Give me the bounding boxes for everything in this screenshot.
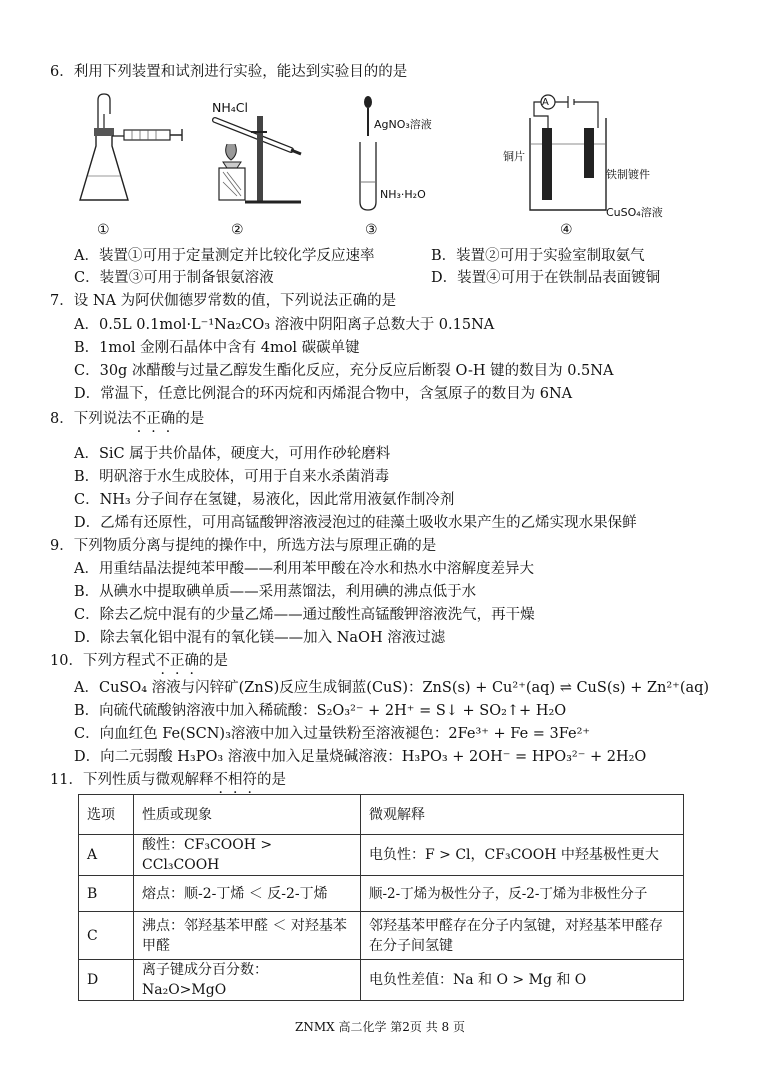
q9-option-a: A．用重结晶法提纯苯甲酸——利用苯甲酸在冷水和热水中溶解度差异大 bbox=[74, 561, 534, 577]
q8-option-b: B．明矾溶于水生成胶体，可用于自来水杀菌消毒 bbox=[74, 469, 390, 485]
q11-table bbox=[78, 794, 684, 1001]
q9-option-b: B．从碘水中提取碘单质——采用蒸馏法，利用碘的沸点低于水 bbox=[74, 584, 477, 600]
header-explanation: 微观解释 bbox=[361, 795, 684, 835]
q10-option-a: A．CuSO₄ 溶液与闪锌矿(ZnS)反应生成铜蓝(CuS)：ZnS(s) + Cu²⁺(aq) ⇌ CuS(s) + Zn²⁺(aq) bbox=[74, 680, 710, 696]
q9-option-d: D．除去氧化铝中混有的氧化镁——加入 NaOH 溶液过滤 bbox=[74, 630, 446, 646]
agno3-label: AgNO₃溶液 bbox=[374, 118, 432, 131]
question-6-stem: 6．利用下列装置和试剂进行实验，能达到实验目的的是 bbox=[50, 64, 408, 80]
row-option: B bbox=[79, 876, 134, 912]
q10-emphasis: 不正确 bbox=[155, 653, 199, 669]
apparatus-4-number: ④ bbox=[560, 222, 573, 238]
copper-plate-label: 铜片 bbox=[503, 150, 525, 163]
q8-option-c: C．NH₃ 分子间存在氢键，易液化，因此常用液氨作制冷剂 bbox=[74, 492, 455, 508]
q6-option-b: B．装置②可用于实验室制取氨气 bbox=[431, 248, 645, 264]
header-property: 性质或现象 bbox=[134, 795, 361, 835]
table-row bbox=[79, 835, 684, 876]
q10-option-c: C．向血红色 Fe(SCN)₃溶液中加入过量铁粉至溶液褪色：2Fe³⁺ + Fe = 3Fe²⁺ bbox=[74, 726, 591, 742]
header-option: 选项 bbox=[79, 795, 134, 835]
apparatus-2-figure bbox=[205, 92, 315, 210]
question-10-stem: 10．下列方程式不正确的是 bbox=[50, 653, 228, 669]
q7-option-d: D．常温下，任意比例混合的环丙烷和丙烯混合物中，含氢原子的数目为 6NA bbox=[74, 386, 573, 402]
q7-option-b: B．1mol 金刚石晶体中含有 4mol 碳碳单键 bbox=[74, 340, 360, 356]
table-row bbox=[79, 960, 684, 1001]
table-row bbox=[79, 876, 684, 912]
cuso4-solution-label: CuSO₄溶液 bbox=[606, 206, 663, 219]
q10-option-d: D．向二元弱酸 H₃PO₃ 溶液中加入足量烧碱溶液：H₃PO₃ + 2OH⁻ = HPO₃²⁻ + 2H₂O bbox=[74, 749, 647, 765]
q8-option-a: A．SiC 属于共价晶体，硬度大，可用作砂轮磨料 bbox=[74, 446, 391, 462]
q10-option-b: B．向硫代硫酸钠溶液中加入稀硫酸：S₂O₃²⁻ + 2H⁺ = S↓ + SO₂↑+ H₂O bbox=[74, 703, 567, 719]
row-explanation: 电负性差值：Na 和 O > Mg 和 O bbox=[361, 960, 684, 1001]
row-property: 酸性：CF₃COOH > CCl₃COOH bbox=[134, 835, 361, 876]
iron-plated-part-label: 铁制镀件 bbox=[606, 168, 650, 181]
apparatus-1-figure bbox=[76, 92, 186, 210]
q7-option-a: A．0.5L 0.1mol·L⁻¹Na₂CO₃ 溶液中阴阳离子总数大于 0.15NA bbox=[74, 317, 495, 333]
apparatus-1-number: ① bbox=[97, 222, 110, 238]
row-explanation: 顺-2-丁烯为极性分子，反-2-丁烯为非极性分子 bbox=[361, 876, 684, 912]
row-option: D bbox=[79, 960, 134, 1001]
question-11-stem: 11．下列性质与微观解释不相符的是 bbox=[50, 772, 286, 788]
question-8-stem: 8．下列说法不正确的是 bbox=[50, 411, 205, 427]
row-property: 熔点：顺-2-丁烯 ＜ 反-2-丁烯 bbox=[134, 876, 361, 912]
row-property: 沸点：邻羟基苯甲醛 ＜ 对羟基苯甲醛 bbox=[134, 912, 361, 960]
question-9-stem: 9．下列物质分离与提纯的操作中，所选方法与原理正确的是 bbox=[50, 538, 437, 554]
q8-emphasis: 不正确 bbox=[131, 411, 176, 427]
q6-option-c: C．装置③可用于制备银氨溶液 bbox=[74, 270, 274, 286]
q6-option-a: A．装置①可用于定量测定并比较化学反应速率 bbox=[74, 248, 375, 264]
q8-option-d: D．乙烯有还原性，可用高锰酸钾溶液浸泡过的硅藻土吸收水果产生的乙烯实现水果保鲜 bbox=[74, 515, 637, 531]
table-header-row bbox=[79, 795, 684, 835]
row-option: A bbox=[79, 835, 134, 876]
ammeter-label: A bbox=[542, 97, 549, 108]
apparatus-2-number: ② bbox=[231, 222, 244, 238]
nh4cl-label: NH₄Cl bbox=[212, 100, 248, 115]
apparatus-3-number: ③ bbox=[365, 222, 378, 238]
nh3h2o-label: NH₃·H₂O bbox=[380, 188, 426, 201]
question-7-stem: 7．设 NA 为阿伏伽德罗常数的值，下列说法正确的是 bbox=[50, 293, 397, 309]
table-row bbox=[79, 912, 684, 960]
row-explanation: 邻羟基苯甲醛存在分子内氢键，对羟基苯甲醛存在分子间氢键 bbox=[361, 912, 684, 960]
row-option: C bbox=[79, 912, 134, 960]
page-footer: ZNMX 高二化学 第2页 共 8 页 bbox=[294, 1020, 465, 1034]
q9-option-c: C．除去乙烷中混有的少量乙烯——通过酸性高锰酸钾溶液洗气，再干燥 bbox=[74, 607, 535, 623]
q7-option-c: C．30g 冰醋酸与过量乙醇发生酯化反应，充分反应后断裂 O-H 键的数目为 0.5NA bbox=[74, 363, 614, 379]
q11-emphasis: 不相符 bbox=[213, 772, 257, 788]
row-explanation: 电负性：F > Cl，CF₃COOH 中羟基极性更大 bbox=[361, 835, 684, 876]
row-property: 离子键成分百分数：Na₂O>MgO bbox=[134, 960, 361, 1001]
apparatus-4-figure bbox=[528, 92, 608, 216]
q6-option-d: D．装置④可用于在铁制品表面镀铜 bbox=[431, 270, 661, 286]
